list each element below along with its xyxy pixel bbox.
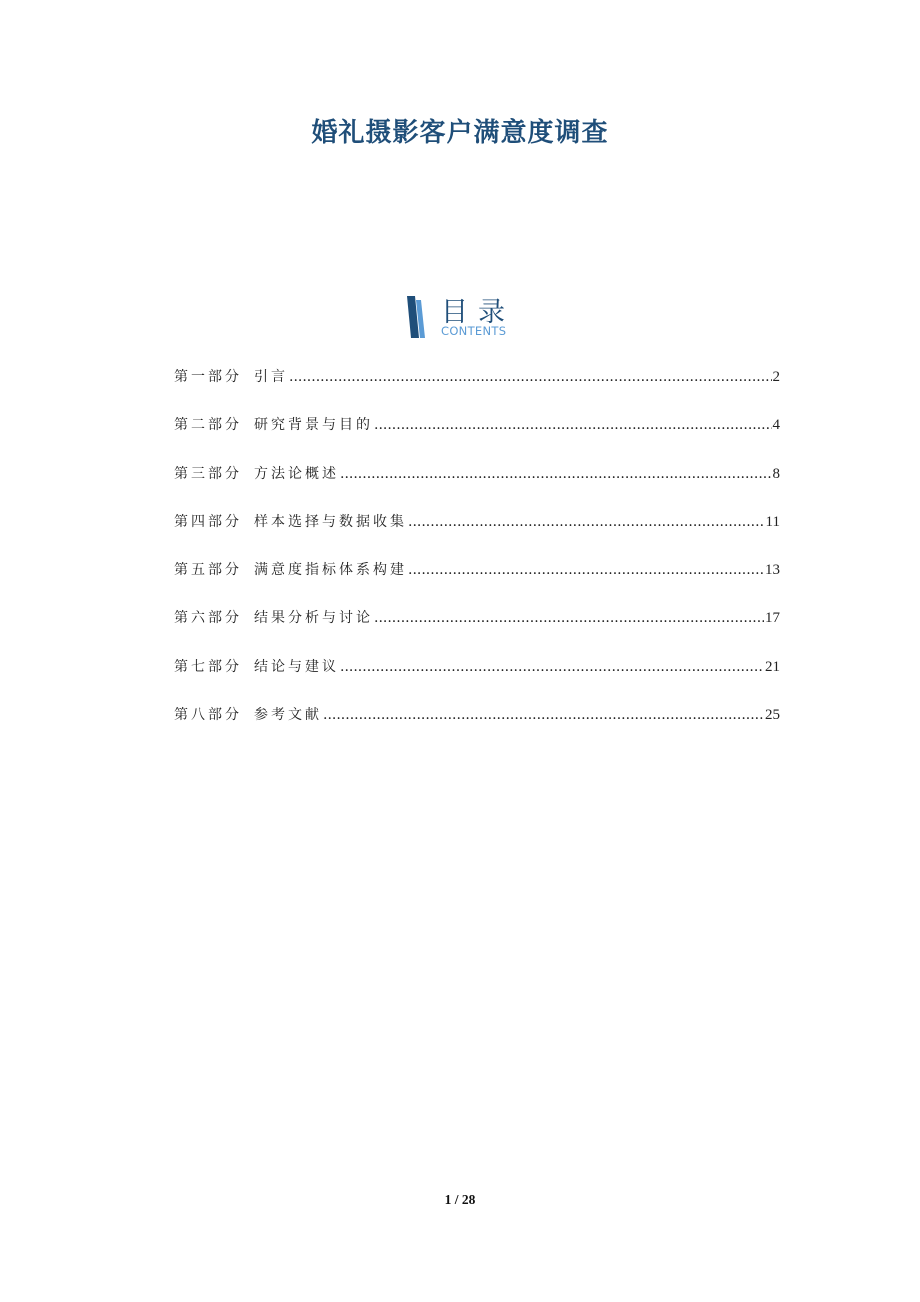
toc-entry-page: 2 <box>772 369 780 385</box>
toc-entry-page: 8 <box>772 465 780 482</box>
toc-entry-name: 结论与建议 <box>254 658 339 675</box>
toc-entry-page: 25 <box>765 707 780 724</box>
toc-entry[interactable] <box>174 656 780 704</box>
toc-entry[interactable] <box>174 366 780 414</box>
toc-entry-name: 引言 <box>254 369 288 385</box>
toc-entry-name: 样本选择与数据收集 <box>254 513 407 530</box>
toc-entry-part: 第六部分 <box>174 610 242 627</box>
toc-entry-name: 参考文献 <box>254 707 322 724</box>
toc-entry[interactable] <box>174 559 780 607</box>
toc-entry-part: 第二部分 <box>174 417 242 434</box>
toc-entry-page: 13 <box>765 562 780 579</box>
toc-entry-part: 第五部分 <box>174 562 242 579</box>
toc-list <box>174 366 780 752</box>
toc-leader-dots <box>374 414 772 436</box>
toc-entry[interactable] <box>174 607 780 655</box>
toc-entry[interactable] <box>174 463 780 511</box>
toc-entry-part: 第四部分 <box>174 513 242 530</box>
toc-entry-page: 11 <box>765 513 780 530</box>
toc-heading-subtitle: CONTENTS <box>441 324 507 338</box>
toc-leader-dots <box>289 366 772 388</box>
toc-entry-part: 第八部分 <box>174 707 242 724</box>
page-indicator: 1 / 28 <box>444 1192 476 1207</box>
toc-entry-page: 21 <box>765 658 780 675</box>
toc-entry-name: 方法论概述 <box>254 465 339 482</box>
toc-entry-page: 17 <box>765 610 780 627</box>
toc-entry[interactable] <box>174 511 780 559</box>
toc-entry[interactable] <box>174 704 780 752</box>
toc-entry[interactable] <box>174 414 780 462</box>
toc-leader-dots <box>340 656 764 678</box>
document-title: 婚礼摄影客户满意度调查 <box>311 118 609 148</box>
toc-entry-part: 第三部分 <box>174 465 242 482</box>
toc-entry-page: 4 <box>772 417 780 434</box>
toc-leader-dots <box>323 704 764 726</box>
toc-entry-name: 结果分析与讨论 <box>254 610 373 627</box>
toc-heading <box>405 294 525 340</box>
toc-leader-dots <box>340 463 772 485</box>
toc-leader-dots <box>408 511 765 533</box>
toc-entry-name: 研究背景与目的 <box>254 417 373 434</box>
book-stripe-icon <box>405 296 431 338</box>
toc-entry-name: 满意度指标体系构建 <box>254 562 407 579</box>
toc-leader-dots <box>374 607 764 629</box>
toc-entry-part: 第七部分 <box>174 658 242 675</box>
toc-heading-title: 目录 <box>441 297 515 328</box>
toc-entry-part: 第一部分 <box>174 369 242 385</box>
toc-leader-dots <box>408 559 764 581</box>
